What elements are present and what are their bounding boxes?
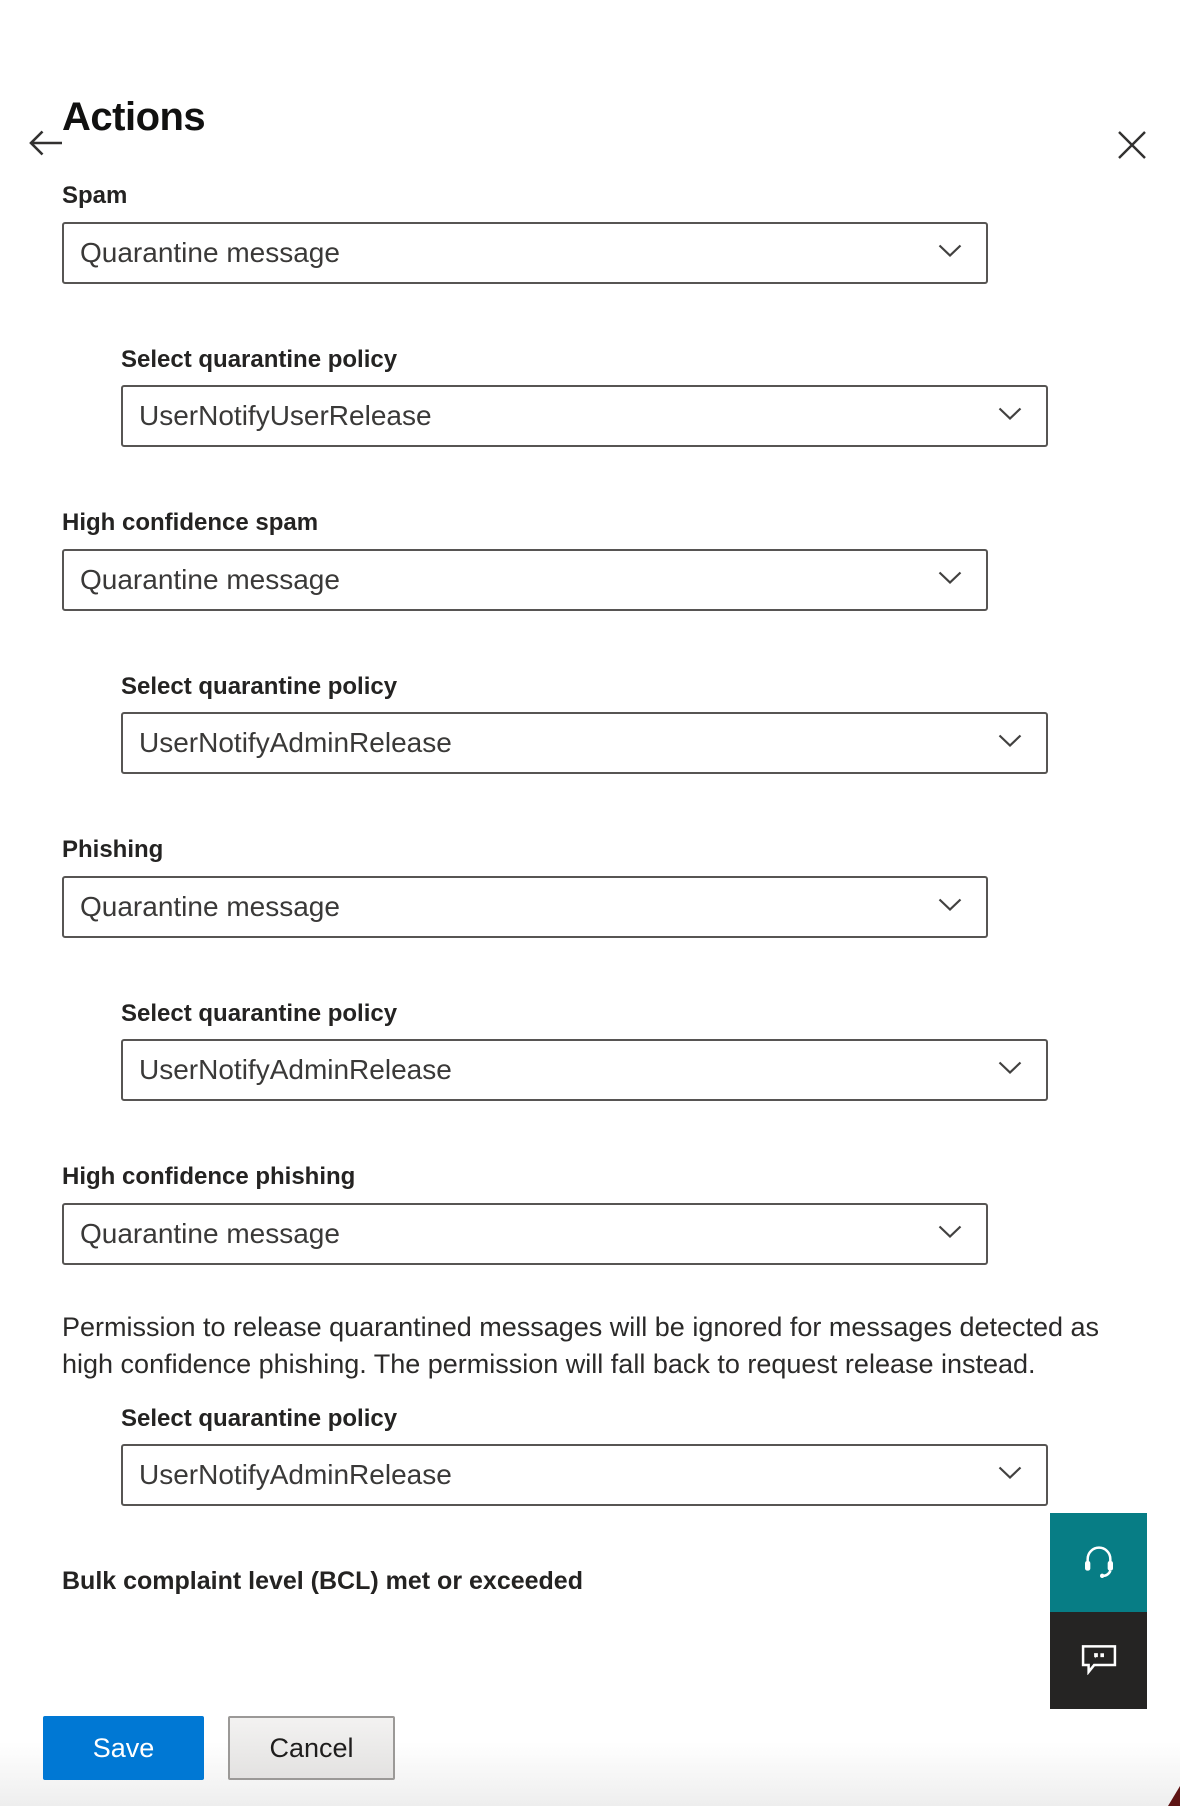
chevron-down-icon: [998, 407, 1022, 426]
chevron-down-icon: [998, 1466, 1022, 1485]
chevron-down-icon: [938, 1225, 962, 1244]
high-confidence-spam-section-label: High confidence spam: [62, 509, 319, 536]
phishing-section-label: Phishing: [62, 836, 164, 863]
phishing-action-value: Quarantine message: [80, 891, 340, 922]
headset-icon: [1079, 1541, 1119, 1584]
chat-bubble-icon: [1081, 1644, 1117, 1678]
spam-policy-label: Select quarantine policy: [121, 346, 398, 373]
save-button[interactable]: Save: [43, 1716, 204, 1780]
chevron-down-icon: [938, 244, 962, 263]
support-widget-button[interactable]: [1050, 1513, 1147, 1612]
page-title: Actions: [62, 95, 206, 139]
footer-bar: [0, 1689, 1180, 1806]
phishing-policy-label: Select quarantine policy: [121, 1000, 398, 1027]
high-confidence-spam-policy-label: Select quarantine policy: [121, 673, 398, 700]
high-confidence-phishing-policy-label: Select quarantine policy: [121, 1405, 398, 1432]
actions-panel: [0, 96, 1180, 1598]
high-confidence-phishing-action-value: Quarantine message: [80, 1218, 340, 1249]
chevron-down-icon: [998, 1061, 1022, 1080]
chevron-down-icon: [998, 734, 1022, 753]
bulk-complaint-section-label: Bulk complaint level (BCL) met or exceeded: [62, 1567, 583, 1595]
close-button[interactable]: [1112, 126, 1152, 166]
high-confidence-spam-policy-value: UserNotifyAdminRelease: [139, 727, 452, 758]
spam-action-value: Quarantine message: [80, 237, 340, 268]
high-confidence-phishing-policy-dropdown[interactable]: [121, 1444, 1048, 1506]
chevron-down-icon: [938, 898, 962, 917]
phishing-action-dropdown[interactable]: [62, 876, 988, 938]
high-confidence-spam-policy-dropdown[interactable]: [121, 712, 1048, 774]
back-button[interactable]: [26, 124, 66, 164]
spam-policy-dropdown[interactable]: [121, 385, 1048, 447]
close-icon: [1117, 130, 1147, 163]
arrow-left-icon: [27, 126, 65, 163]
phishing-policy-value: UserNotifyAdminRelease: [139, 1054, 452, 1085]
chevron-down-icon: [938, 571, 962, 590]
spam-policy-value: UserNotifyUserRelease: [139, 400, 432, 431]
high-confidence-phishing-note: Permission to release quarantined messages will be ignored for messages detected as high confidence phishing. The permission will fall back to request release instead.: [62, 1312, 1100, 1379]
high-confidence-phishing-action-dropdown[interactable]: [62, 1203, 988, 1265]
spam-section-label: Spam: [62, 182, 128, 209]
cancel-button[interactable]: Cancel: [228, 1716, 395, 1780]
feedback-widget-button[interactable]: [1050, 1612, 1147, 1709]
high-confidence-phishing-policy-value: UserNotifyAdminRelease: [139, 1459, 452, 1490]
high-confidence-spam-action-value: Quarantine message: [80, 564, 340, 595]
high-confidence-spam-action-dropdown[interactable]: [62, 549, 988, 611]
spam-action-dropdown[interactable]: [62, 222, 988, 284]
high-confidence-phishing-section-label: High confidence phishing: [62, 1163, 356, 1190]
phishing-policy-dropdown[interactable]: [121, 1039, 1048, 1101]
corner-artifact: [1168, 1786, 1180, 1806]
